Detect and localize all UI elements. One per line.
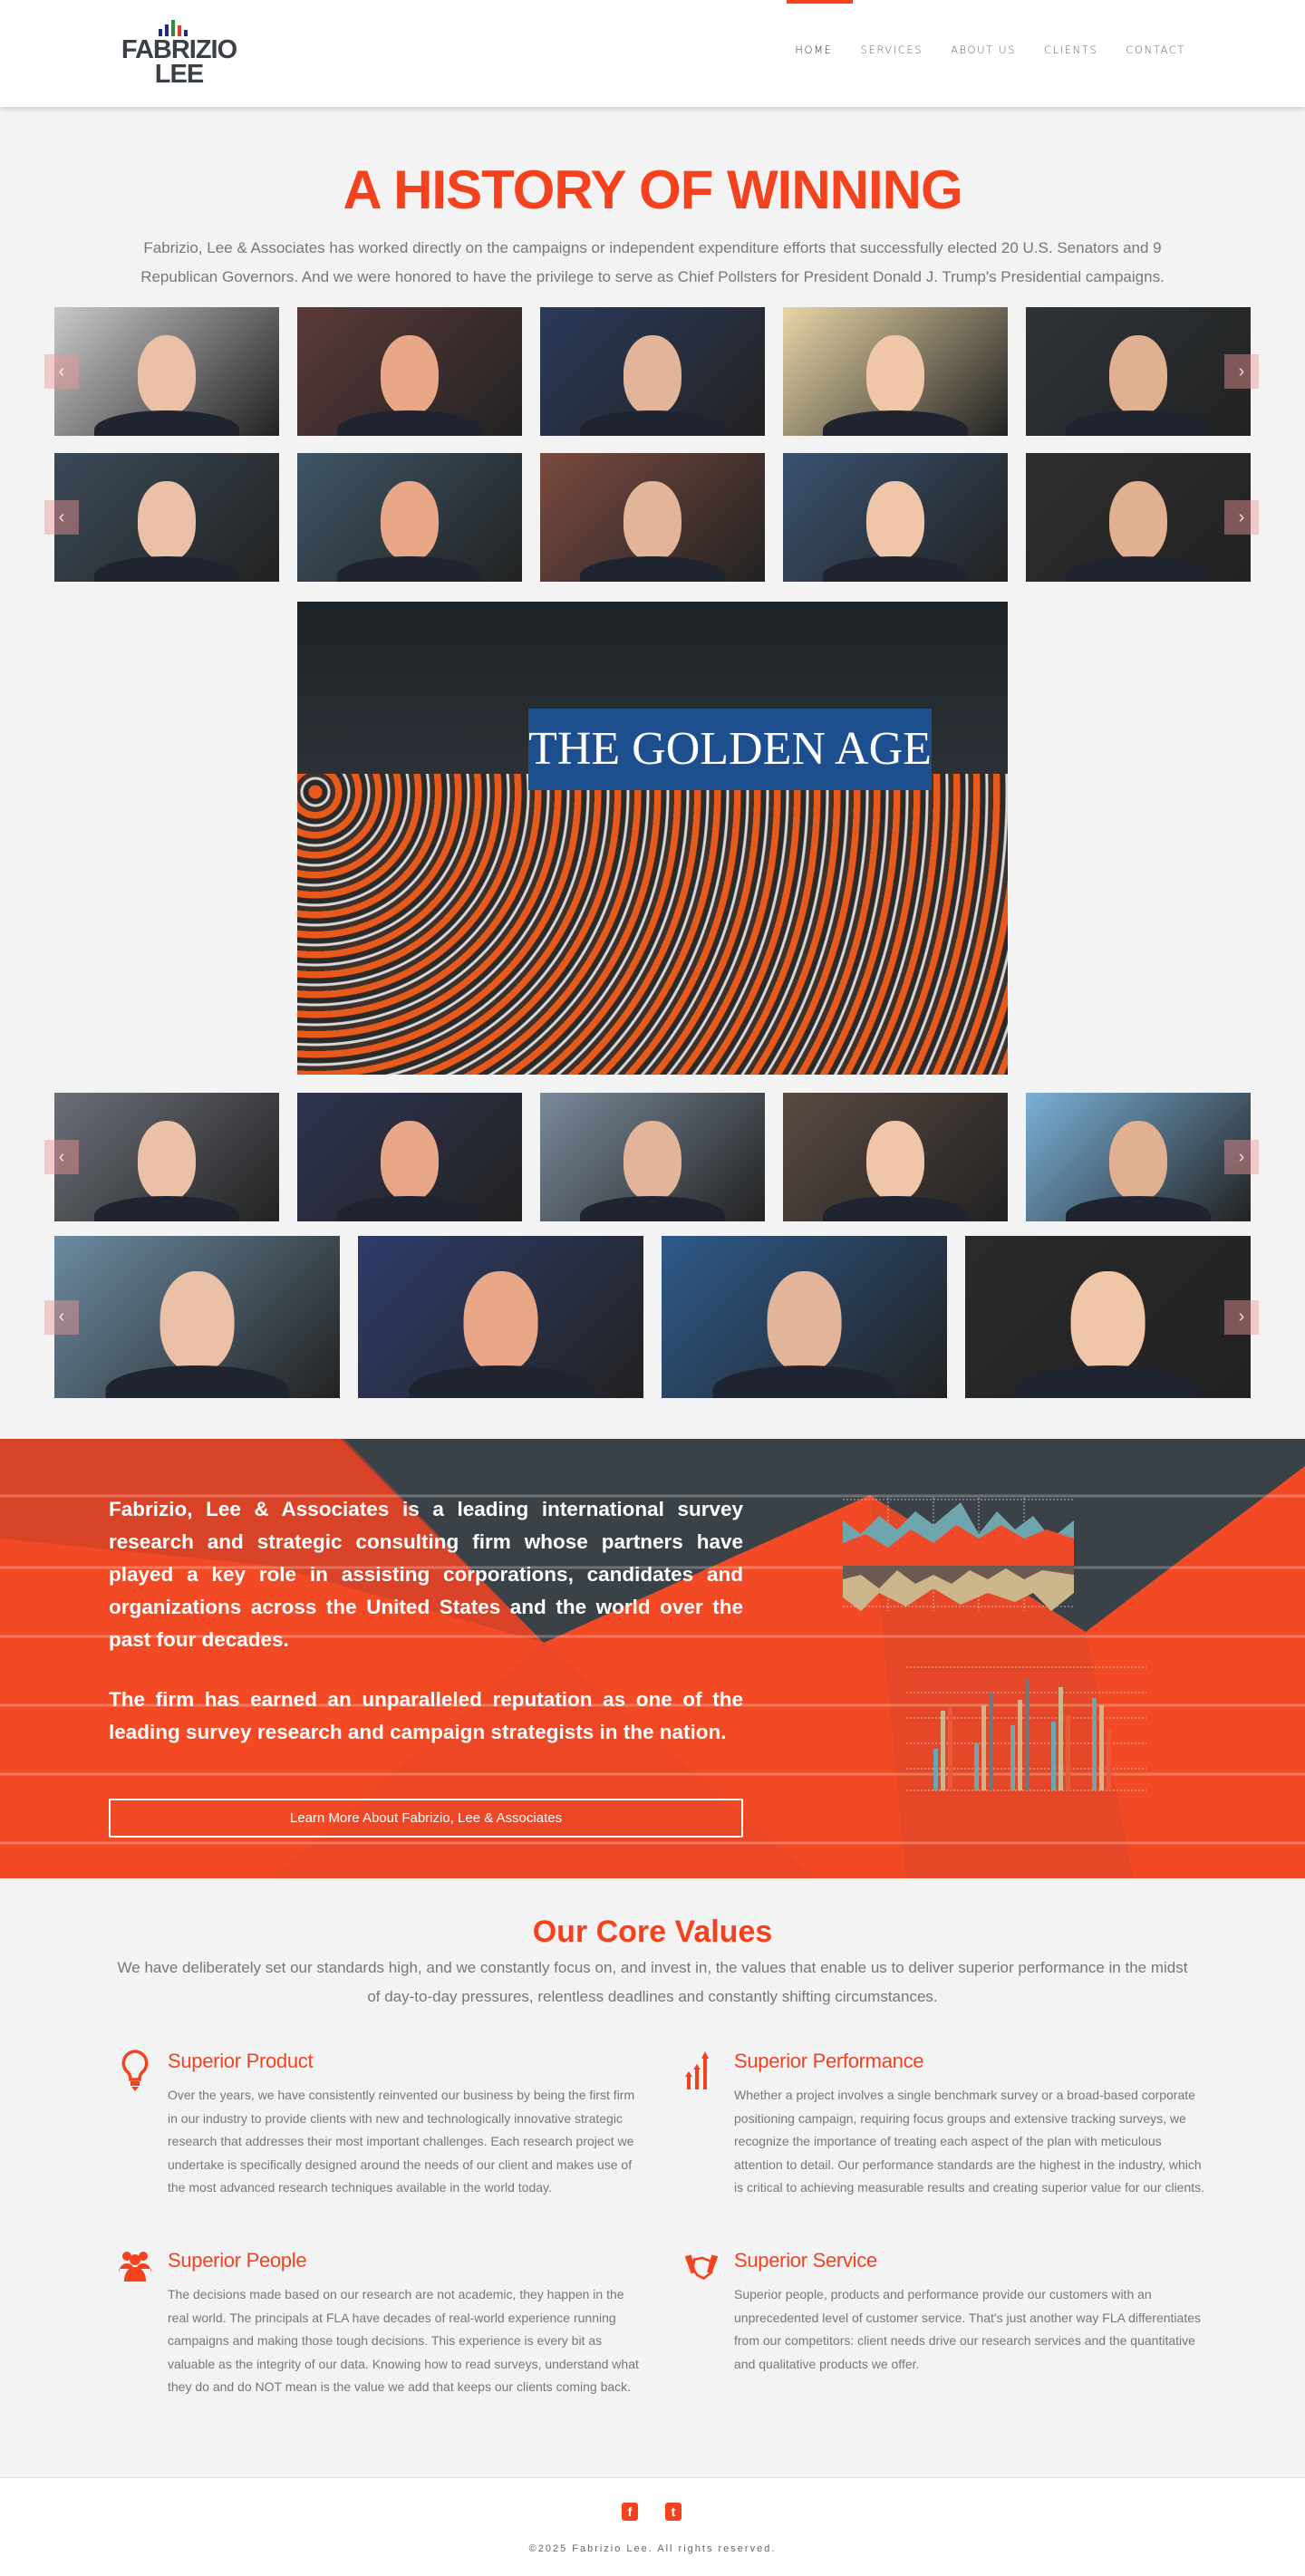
value-text: Over the years, we have consistently reinvented our business by being the first firm in our industry to provide clients with new and technologically innovative strategic research that addresses their most important challenges. Each research project we undertake is specifically designed around the needs of our client and makes use of the most advanced research techniques available in the world today. [168,2088,635,2195]
value-text: The decisions made based on our research are not academic, they happen in the real world. The principals at FLA have decades of real-world experience running campaigns and making those tough decisions. This experience is every bit as valuable as the integrity of our data. Knowing how to read surveys, understand what they do and do NOT mean is the value we add that keeps our clients coming back. [168,2287,639,2394]
value-title: Superior Service [734,2249,877,2272]
portrait-photo [965,1236,1251,1398]
slider-next-arrow[interactable]: › [1224,354,1259,389]
portrait-photo [783,453,1008,582]
slider-prev-arrow[interactable]: ‹ [44,500,79,535]
portrait-photo [297,307,522,436]
portrait-photo [540,307,765,436]
value-title: Superior Product [168,2050,314,2072]
site-footer [0,2477,1305,2576]
nav-about-us[interactable]: ABOUT US [951,43,1017,56]
value-title: Superior People [168,2249,307,2272]
slider-prev-arrow[interactable]: ‹ [44,354,79,389]
slider-prev-arrow[interactable]: ‹ [44,1300,79,1335]
value-superior-product [168,2050,639,2200]
portrait-photo [297,453,522,582]
slider-prev-arrow[interactable]: ‹ [44,1140,79,1174]
portrait-photo [1026,307,1251,436]
copyright: ©2025 Fabrizio Lee. All rights reserved. [528,2543,777,2554]
portrait-photo [783,1093,1008,1221]
people-icon [117,2247,153,2292]
nav-contact[interactable]: CONTACT [1126,43,1185,56]
nav-home[interactable]: HOME [795,43,833,56]
portrait-photo [1026,1093,1251,1221]
bar-chart-graphic [902,1665,1151,1792]
logo-line1: FABRIZIO [121,35,237,64]
portrait-photo [297,1093,522,1221]
portrait-photo [540,453,765,582]
crowd-image [297,774,1008,1075]
portrait-photo [54,1093,279,1221]
nav-services[interactable]: SERVICES [860,43,923,56]
portrait-photo [54,453,279,582]
nav-active-indicator [787,0,853,4]
intro-text: Fabrizio, Lee & Associates has worked directly on the campaigns or independent expenditure efforts that successfully elected 20 U.S. Senators and 9 Republican Governors. And we were honored to have the privilege to serve as Chief Pollsters for President Donald J. Trump's Presidential campaigns. [140,239,1165,285]
portrait-photo [540,1093,765,1221]
portrait-photo [54,307,279,436]
portrait-photo [662,1236,947,1398]
value-superior-performance [734,2050,1205,2200]
learn-more-button[interactable]: Learn More About Fabrizio, Lee & Associates [109,1799,743,1838]
logo-line2: LEE [154,60,204,89]
site-header [0,0,1305,107]
rally-banner: THE GOLDEN AGE [528,709,932,790]
portrait-photo [358,1236,643,1398]
logo-bars-icon [159,20,188,36]
portrait-photo [54,1236,340,1398]
core-values-title: Our Core Values [532,1915,773,1949]
value-title: Superior Performance [734,2050,924,2072]
facebook-icon[interactable]: f [622,2503,638,2521]
featured-rally-photo [297,602,1008,1075]
portrait-photo [1026,453,1251,582]
growth-chart-icon [683,2048,720,2093]
slider-next-arrow[interactable]: › [1224,1300,1259,1335]
logo[interactable] [109,18,249,91]
lightbulb-icon [117,2048,153,2093]
page-title: A HISTORY OF WINNING [343,159,962,220]
handshake-icon [683,2247,720,2292]
value-superior-people [168,2249,639,2399]
slider-next-arrow[interactable]: › [1224,1140,1259,1174]
about-section [0,1439,1305,1878]
about-paragraph-2: The firm has earned an unparalleled reputation as one of the leading survey research and campaign strategists in the nation. [109,1688,743,1743]
value-text: Whether a project involves a single benchmark survey or a broad-based corporate positioning campaign, requiring focus groups and extensive tracking surveys, we recognize the importance of treating each aspect of the plan with meticulous attention to detail. Our performance standards are the highest in the industry, which is critical to achieving measurable results and creating superior value for our clients. [734,2088,1205,2195]
value-text: Superior people, products and performance provide our customers with an unprecedented level of customer service. That's just another way FLA differentiates from our competitors: client needs drive our research services and the quantitative and qualitative products we offer. [734,2287,1201,2371]
slider-next-arrow[interactable]: › [1224,500,1259,535]
main-nav [795,43,1185,56]
area-chart-graphic [843,1498,1078,1625]
nav-clients[interactable]: CLIENTS [1044,43,1098,56]
portrait-photo [783,307,1008,436]
core-values-subtitle: We have deliberately set our standards high, and we constantly focus on, and invest in, the values that enable us to deliver superior performance in the midst of day-to-day pressures, relentless deadlines and constantly shifting circumstances. [117,1959,1188,2005]
value-superior-service [734,2249,1205,2376]
twitter-icon[interactable]: t [665,2503,682,2521]
about-paragraph-1: Fabrizio, Lee & Associates is a leading international survey research and strategic consulting firm whose partners have played a key role in assisting corporations, candidates and organizations across the United States and the world over the past four decades. [109,1498,743,1651]
